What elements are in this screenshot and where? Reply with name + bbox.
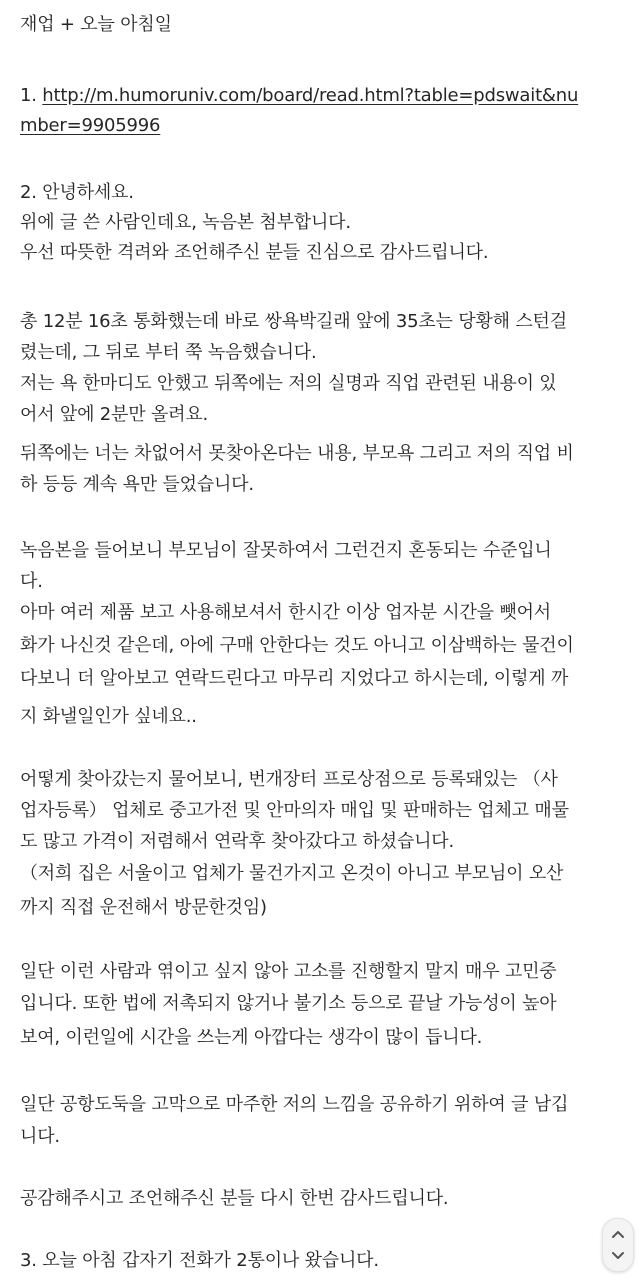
text-line: 입니다. 또한 법에 저촉되지 않거나 불기소 등으로 끝날 가능성이 높아 [20,993,557,1014]
link-line-1 [20,83,578,109]
text-line: 화가 나신것 같은데, 아에 구매 안한다는 것도 아니고 이삼백하는 물건이 [20,635,574,656]
text-line: 도 많고 가격이 저렴해서 연락후 찾아갔다고 하셨습니다. [20,831,454,852]
text-line: 하 등등 계속 욕만 들었습니다. [20,474,254,495]
text-line: （저희 집은 서울이고 업체가 물건가지고 온것이 아니고 부모님이 오산 [20,863,564,884]
text-line: 공감해주시고 조언해주신 분들 다시 한번 감사드립니다. [20,1188,449,1209]
text-line: 지 화낼일인가 싶네요.. [20,706,197,727]
text-line: 아마 여러 제품 보고 사용해보셔서 한시간 이상 업자분 시간을 뺏어서 [20,602,551,623]
post-link-continued[interactable]: mber=9905996 [20,115,161,136]
text-line: 보여, 이런일에 시간을 쓰는게 아깝다는 생각이 많이 듭니다. [20,1027,483,1048]
text-line: 일단 공항도둑을 고막으로 마주한 저의 느낌을 공유하기 위하여 글 남깁 [20,1094,569,1115]
text-line: 까지 직접 운전해서 방문한것임) [20,897,267,918]
text-line: 다보니 더 알아보고 연락드린다고 마무리 지었다고 하시는데, 이렇게 까 [20,668,569,689]
text-line: 어떻게 찾아갔는지 물어보니, 번개장터 프로상점으로 등록돼있는 （사 [20,769,558,790]
text-line: 렸는데, 그 뒤로 부터 쭉 녹음했습니다. [20,342,317,363]
text-line: 니다. [20,1126,60,1147]
text-line: 뒤쪽에는 너는 차없어서 못찾아온다는 내용, 부모욕 그리고 저의 직업 비 [20,443,574,464]
link-number: 1. [20,85,43,106]
text-line: 업자등록） 업체로 중고가전 및 안마의자 매입 및 판매하는 업체고 매물 [20,800,569,821]
up-down-chevron-icon [610,1227,626,1263]
text-line: 일단 이런 사람과 엮이고 싶지 않아 고소를 진행할지 말지 매우 고민중 [20,961,557,982]
post-link[interactable]: http://m.humoruniv.com/board/read.html?table=pdswait&nu [42,85,579,106]
text-line: 총 12분 16초 통화했는데 바로 쌍욕박길래 앞에 35초는 당황해 스턴걸 [20,311,567,332]
text-line: 우선 따뜻한 격려와 조언해주신 분들 진심으로 감사드립니다. [20,242,489,263]
text-line: 위에 글 쓴 사람인데요, 녹음본 첨부합니다. [20,212,351,233]
text-line: 3. 오늘 아침 갑자기 전화가 2통이나 왔습니다. [20,1250,379,1271]
text-line: 2. 안녕하세요. [20,182,134,203]
scroll-handle[interactable] [602,1218,634,1272]
text-line: 다. [20,571,43,592]
post-title: 재업 + 오늘 아침일 [20,14,172,35]
text-line: 저는 욕 한마디도 안했고 뒤쪽에는 저의 실명과 직업 관련된 내용이 있 [20,373,557,394]
text-line: 어서 앞에 2분만 올려요. [20,404,209,425]
text-line: 녹음본을 들어보니 부모님이 잘못하여서 그런건지 혼동되는 수준입니 [20,540,552,561]
